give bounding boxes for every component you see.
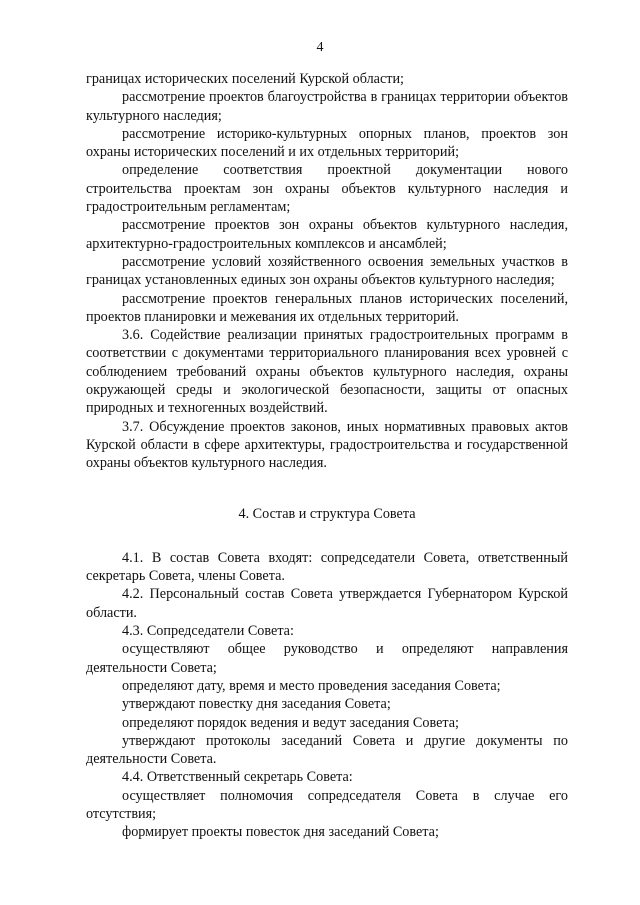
paragraph: рассмотрение историко-культурных опорных планов, проектов зон охраны исторических поселений и их отдельных территорий; (86, 125, 568, 161)
paragraph: определение соответствия проектной документации нового строительства проектам зон охраны объектов культурного наследия и градостроительным регламентам; (86, 162, 568, 216)
paragraph: определяют дату, время и место проведения заседания Совета; (122, 677, 501, 694)
paragraph: осуществляет полномочия сопредседателя Совета в случае его отсутствия; (86, 787, 568, 822)
paragraph: рассмотрение проектов зон охраны объектов культурного наследия, архитектурно-градостроительных комплексов и ансамблей; (86, 217, 568, 252)
paragraph: рассмотрение проектов благоустройства в границах территории объектов культурного наследия; (86, 89, 568, 124)
paragraph: осуществляют общее руководство и определяют направления деятельности Совета; (86, 641, 568, 676)
paragraph: утверждают повестку дня заседания Совета; (122, 696, 391, 713)
document-body (86, 70, 568, 842)
page-number: 4 (316, 40, 324, 55)
paragraph: 4.3. Сопредседатели Совета: (122, 623, 294, 640)
paragraph: определяют порядок ведения и ведут заседания Совета; (122, 714, 459, 731)
paragraph: 3.6. Содействие реализации принятых градостроительных программ в соответствии с документами территориального планирования всех уровней с соблюдением требований охраны объектов культурного наследия, охраны окружающей среды и экологической безопасности, защиты от опасных природных и техногенных воздействий. (86, 327, 568, 417)
paragraph: 4.4. Ответственный секретарь Совета: (122, 769, 353, 786)
paragraph: рассмотрение условий хозяйственного освоения земельных участков в границах установленных единых зон охраны объектов культурного наследия; (86, 253, 568, 289)
paragraph: 4.2. Персональный состав Совета утверждается Губернатором Курской области. (86, 586, 568, 621)
paragraph: 3.7. Обсуждение проектов законов, иных нормативных правовых актов Курской области в сфере архитектуры, градостроительства и государственной охраны объектов культурного наследия. (86, 418, 568, 472)
paragraph: утверждают протоколы заседаний Совета и другие документы по деятельности Совета. (86, 732, 568, 768)
paragraph: 4.1. В состав Совета входят: сопредседатели Совета, ответственный секретарь Совета, члены Совета. (86, 549, 568, 585)
paragraph: рассмотрение проектов генеральных планов исторических поселений, проектов планировки и межевания их отдельных территорий. (86, 290, 568, 325)
section-heading: 4. Состав и структура Совета (238, 505, 416, 522)
paragraph: границах исторических поселений Курской области; (86, 71, 404, 87)
paragraph: формирует проекты повесток дня заседаний Совета; (122, 824, 439, 841)
